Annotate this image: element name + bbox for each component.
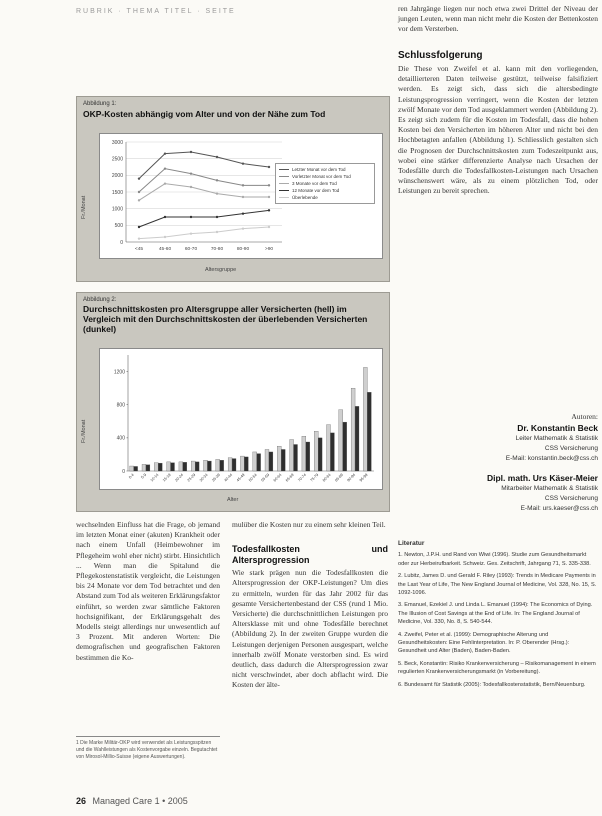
legend-item [279,180,371,187]
figure-2 [76,292,390,512]
bar [306,442,310,471]
bar [302,436,306,471]
author-email: E-Mail: konstantin.beck@css.ch [505,455,598,462]
legend-swatch [279,197,289,199]
legend-label: Vorletzter Monat vor dem Tod [292,174,351,179]
bar [220,460,224,471]
reference: 1. Newton, J.P.H. und Rand von Wiwi (1996). Studie zum Gesundheitsmarkt oder zur Herbeirufbarkeit. Schweiz. Ges. Zeitschrift, Jahrgang 71, S. 335-338. [398,552,591,567]
data-point [164,216,166,218]
legend-swatch [279,176,289,178]
bar-chart-area [99,348,383,490]
reference: 4. Zweifel, Peter et al. (1999): Demographische Alterung und Gesundheitskosten: Eine Fehlinterpretation. In: P. Oberender (Hrsg.): Gesundheit und Alter (Baden), Baden-Baden. [398,631,570,655]
bar [216,459,220,471]
bar [367,392,371,471]
paragraph: Die These von Zweifel et al. kann mit den vorliegenden, detaillierteren Daten teilweise gestützt, teilweise falsifiziert werden. Es zeigt sich, dass sich die altersbedingte Leistungsprogression verringert, wenn die Kosten der letzten zwölf Monate vor dem Tod ausgeklammert werden (Abbildung 2). Es zeigt sich zudem für die Kosten im Todesfall, dass die hohen Kosten bei den Versicherten im höheren Alter und nicht bei den Hochbetagten anfallen (Abbildung 1). Schliesslich gestalten sich die Prognosen der Durchschnittskosten zum Todeszeitpunkt aus, wobei eine stärker differenzierte Analyse nach Ursachen der Todesfälle durch die Todesfallkosten-Leistungen nach Ursachen wünschenswert wäre, als zu einem plötzlichen Tod, oder Leistungen zu bereit sprechen. [398,64,598,196]
bar [244,457,248,471]
x-tick-label: 75-79 [309,472,320,483]
column-left [76,520,220,663]
x-tick-label: 30-34 [198,472,209,483]
legend-label: 12 Monate vor dem Tod [292,188,340,193]
author-email: E-Mail: urs.kaeser@css.ch [520,505,598,512]
figure-1-legend [275,163,375,204]
author-name: Dipl. math. Urs Käser-Meier [486,473,598,483]
legend-label: 3 Monate vor dem Tod [292,181,337,186]
legend-swatch [279,183,289,185]
bar [314,431,318,471]
bar [228,458,232,471]
author-company: CSS Versicherung [544,495,598,502]
authors-label: Autoren: [571,412,598,421]
figure-2-label: Abbildung 2: [83,297,117,303]
bar [154,463,158,471]
data-point [190,172,192,174]
figure-1-label: Abbildung 1: [83,101,117,107]
figure-1-xlabel: Altersgruppe [205,267,237,273]
bar [257,454,261,471]
bar [179,462,183,471]
x-tick-label: 10-14 [149,472,160,483]
figure-2-xlabel: Alter [227,497,239,503]
y-tick-label: 1000 [111,206,123,213]
bar [171,463,175,471]
paragraph: mulüber die Kosten nur zu einem sehr kleinen Teil. [232,520,386,529]
page-footer [76,796,188,806]
y-tick-label: 500 [114,223,123,230]
figure-2-ylabel: Fr./Monat [81,419,87,443]
bar [290,440,294,471]
y-tick-label: 2500 [111,156,123,163]
bar [158,463,162,471]
data-point [138,191,140,193]
data-point [190,186,192,188]
section-heading: Schlussfolgerung [398,50,483,61]
data-point [216,192,218,194]
bar [240,456,244,471]
author-name: Dr. Konstantin Beck [517,423,598,433]
bar [146,465,150,471]
bar-chart-svg [100,349,382,489]
y-tick-label: 400 [116,435,125,442]
data-point [190,151,192,153]
data-point [268,226,270,228]
bar [195,462,199,471]
data-point [138,177,140,179]
x-tick-label: 50-54 [248,472,258,483]
bar [281,449,285,471]
bar [355,406,359,471]
y-tick-label: 1200 [113,369,125,376]
bar [330,433,334,471]
x-tick-label: 70-80 [210,247,224,252]
bar [130,466,134,471]
author-role: Mitarbeiter Mathematik & Statistik [501,485,598,492]
y-tick-label: 2000 [111,173,123,180]
legend-label: Letzter Monat vor dem Tod [292,167,346,172]
y-tick-label: 1500 [111,189,123,196]
bar [327,425,331,471]
data-point [242,184,244,186]
x-tick-label: 85-89 [334,472,344,483]
legend-swatch [279,190,289,192]
x-tick-label: <45 [134,247,144,252]
legend-swatch [279,169,289,171]
x-tick-label: 95-99 [358,472,369,483]
series-line [139,227,269,239]
y-tick-label: 0 [122,468,125,475]
footnote: 1 Die Marke Militär-OKP wird verwendet als Leistungsspitzen und die Wahlleistungen als Kostenvorgabe einzeln. Begutachtet von Mirosol-Millio-Suisse (eigene Auswertungen). [76,736,220,761]
reference: 2. Lubitz, James D. und Gerald F. Riley (1993): Trends in Medicare Payments in the Last Year of Life, The New England Journal of Medicine, Vol. 328, No. 15, S. 1092-1096. [398,573,597,597]
data-point [242,196,244,198]
reference: 6. Bundesamt für Statistik (2005): Todesfallkostenstatistik, Bern/Neuenburg. [398,681,586,688]
x-tick-label: 60-64 [272,472,283,483]
bar [142,464,146,471]
x-tick-label: 25-29 [186,472,197,483]
figure-1-ylabel: Fr./Monat [81,195,87,219]
reference: 5. Beck, Konstantin: Risiko Krankenversicherung – Risikomanagement in einem regulierten Krankenversicherungsmarkt (in Vorbereitung). [398,660,596,676]
x-tick-label: 90-94 [346,472,357,483]
bar [207,461,211,471]
x-tick-label: 5-9 [140,472,148,480]
bar [294,444,298,471]
paragraph: Wie stark prägen nun die Todesfallkosten die Altersprogression der OKP-Leistungen? Um dies zu ermitteln, wurden für das Jahr 2002 für das gesamte Versichertenbestand der CSS (rund 1 Mio. Versicherte) die durchschnittlichen Leistungen pro Altersklasse mit und ohne Todesfälle berechnet (Abbildung 2). In der zweiten Gruppe wurden die Leistungen derjenigen Personen ausgespart, welche innerhalb zwölf Monate verstorben sind. Es wird deutlich, dass dadurch die Altersprogression zwar nicht verschwindet, aber doch abflacht wird. Die Kosten der älte- [232,568,388,690]
x-tick-label: 45-60 [158,247,172,252]
x-tick-label: 60-70 [184,247,198,252]
x-tick-label: 0-4 [128,472,135,480]
bar [363,367,367,471]
legend-item [279,173,371,180]
bar [343,422,347,471]
x-tick-label: 80-90 [236,247,250,252]
x-tick-label: 40-44 [223,472,234,483]
x-tick-label: 65-69 [285,472,295,483]
legend-label: Überlebende [292,195,318,200]
bar [318,438,322,471]
x-tick-label: >90 [264,247,274,252]
bar [134,466,138,471]
bar [167,462,171,471]
data-point [242,212,244,214]
x-tick-label: 55-59 [260,472,271,483]
bar [253,452,257,471]
data-point [138,237,140,239]
y-tick-label: 3000 [111,139,123,146]
bar [204,460,208,471]
data-point [138,199,140,201]
author-box [398,412,598,514]
column-right-top [398,4,598,35]
data-point [242,162,244,164]
bar [265,449,269,471]
bar [277,446,281,471]
y-tick-label: 0 [120,239,123,246]
data-point [268,209,270,211]
bar [269,452,273,471]
author-role: Leiter Mathematik & Statistik [515,435,598,442]
literature-title: Literatur [398,540,425,547]
x-tick-label: 80-84 [321,472,332,483]
figure-1 [76,96,390,282]
data-point [164,167,166,169]
journal-name: Managed Care 1 • 2005 [92,796,188,806]
data-point [164,152,166,154]
bar [351,388,355,471]
data-point [268,196,270,198]
data-point [216,156,218,158]
section-heading: Todesfallkosten und Altersprogression [232,544,388,566]
bar [232,459,236,471]
bar [183,462,187,471]
bar [191,461,195,471]
data-point [216,216,218,218]
paragraph: ren Jahrgänge liegen nur noch etwa zwei Drittel der Niveau der jungen Leuten, wenn man nicht mehr die Kosten der Bettenkosten vor dem Versterben. [398,4,598,34]
figure-2-title: Durchschnittskosten pro Altersgruppe aller Versicherten (hell) im Vergleich mit den Durchschnittskosten der überlebenden Versicherten (dunkel) [83,304,368,334]
x-tick-label: 15-19 [162,472,172,483]
y-tick-label: 800 [116,402,125,409]
series-line [139,210,269,227]
data-point [216,231,218,233]
literature-list [398,540,598,693]
data-point [216,179,218,181]
data-point [164,236,166,238]
figure-1-title: OKP-Kosten abhängig vom Alter und von der Nähe zum Tod [83,109,326,119]
x-tick-label: 70-74 [297,472,308,483]
data-point [138,226,140,228]
legend-item [279,166,371,173]
legend-item [279,187,371,194]
running-header: RUBRIK · THEMA TITEL · SEITE [76,8,236,15]
author-company: CSS Versicherung [544,445,598,452]
x-tick-label: 45-49 [235,472,246,483]
x-tick-label: 20-24 [174,472,185,483]
data-point [268,166,270,168]
data-point [242,227,244,229]
page-number: 26 [76,796,87,806]
column-middle [232,520,388,691]
data-point [268,184,270,186]
data-point [164,182,166,184]
data-point [190,232,192,234]
paragraph: wechselnden Einfluss hat die Frage, ob jemand im letzten Monat einer (akuten) Krankheit oder nach einem Unfall (Heimbewohner im Pflegeheim wohl eher nicht) stirbt. Hinsichtlich ... Wenn man die Spitalund die Pflegekostenstatistik vergleicht, die Leistungen bis 24 Monate vor dem Tod betrachtet und den Abstand zum Tod als weiteren Erklärungsfaktor einführt, so werden zwar sämtliche Faktoren hochsignifikant, der Erklärungsgehalt des Modells steigt allerdings nur unwesentlich auf 3 Prozent. Mit anderen Worten: Die demografischen und geografischen Faktoren bestimmen die Ko- [76,520,220,662]
bar [339,410,343,471]
reference: 3. Emanuel, Ezekiel J. und Linda L. Emanuel (1994): The Economics of Dying. The Illusion of Cost Savings at the End of Life. In: The England Journal of Medicine, Vol. 330, No. 8, S. 540-544. [398,602,593,626]
series-line [139,169,269,192]
column-right-conclusion [398,50,598,197]
x-tick-label: 35-39 [211,472,221,483]
legend-item [279,194,371,201]
data-point [190,216,192,218]
